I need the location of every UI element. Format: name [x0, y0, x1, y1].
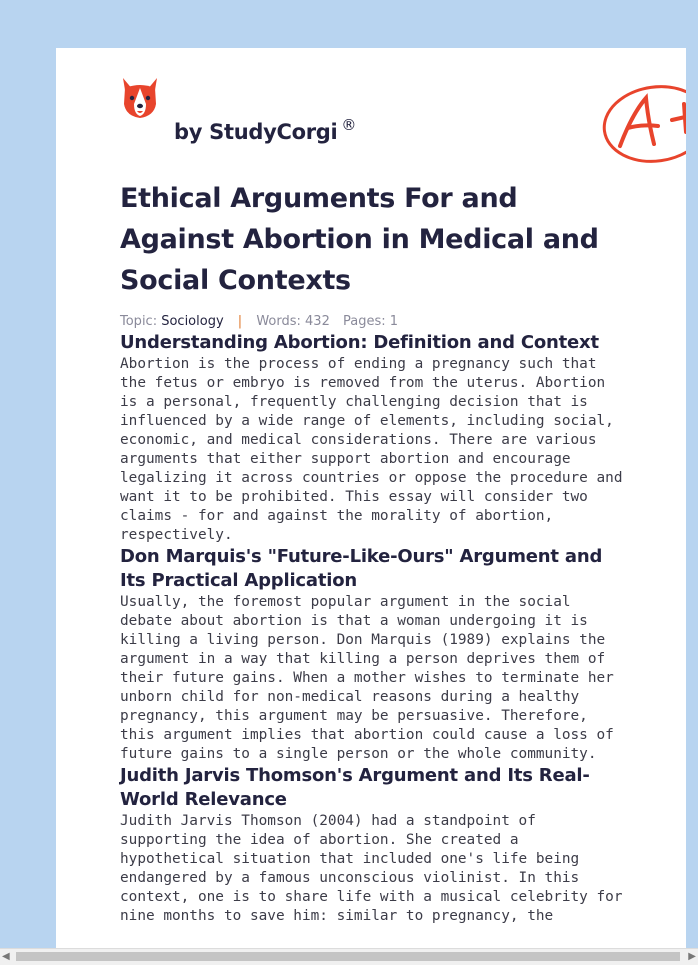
a-plus-grade-icon: [602, 84, 686, 164]
horizontal-scrollbar[interactable]: [0, 948, 698, 965]
section-heading: Understanding Abortion: Definition and Context: [120, 332, 599, 353]
scrollbar-thumb[interactable]: [16, 952, 680, 961]
section-heading: Don Marquis's "Future-Like-Ours" Argument and Its Practical Application: [120, 546, 603, 591]
topic-link[interactable]: Sociology: [161, 314, 224, 329]
article-title: Ethical Arguments For and Against Abortion in Medical and Social Contexts: [120, 183, 599, 296]
meta-separator: |: [237, 314, 243, 329]
page-header: [120, 74, 650, 144]
brand-name[interactable]: [174, 116, 357, 144]
registered-mark: ®: [341, 116, 357, 134]
scroll-left-arrow-icon[interactable]: ◀: [2, 951, 10, 962]
article: [120, 178, 630, 926]
section-paragraph: Judith Jarvis Thomson (2004) had a standpoint of supporting the idea of abortion. She created a hypothetical situation that included one's life being endangered by a famous unconscious violinist. In this context, one is to share life with a musical celebrity for nine months to save him: similar to pregnancy, the: [120, 813, 623, 924]
corgi-logo-icon: [120, 76, 160, 120]
word-count: Words: 432: [256, 314, 330, 329]
article-meta: [120, 313, 630, 331]
topic-label: Topic:: [120, 314, 158, 329]
section-paragraph: Usually, the foremost popular argument in the social debate about abortion is that a woman undergoing it is killing a living person. Don Marquis (1989) explains the argument in a way that killing a person deprives them of their future gains. When a mother wishes to terminate her unborn child for non-medical reasons during a healthy pregnancy, this argument may be persuasive. Therefore, this argument implies that abortion could cause a loss of future gains to a single person or the whole community.: [120, 594, 614, 762]
page-count: Pages: 1: [342, 314, 399, 329]
scroll-right-arrow-icon[interactable]: ▶: [688, 951, 696, 962]
brand-text: by StudyCorgi: [174, 120, 338, 144]
section-paragraph: Abortion is the process of ending a pregnancy such that the fetus or embryo is removed from the uterus. Abortion is a personal, frequently challenging decision that is influenced by a wide range of elements, including social, economic, and medical considerations. There are various arguments that either support abortion and encourage legalizing it across countries or oppose the procedure and want it to be prohibited. This essay will consider two claims - for and against the morality of abortion, respectively.: [120, 356, 623, 543]
document-page: [56, 48, 686, 950]
section-heading: Judith Jarvis Thomson's Argument and Its Real-World Relevance: [120, 765, 590, 810]
